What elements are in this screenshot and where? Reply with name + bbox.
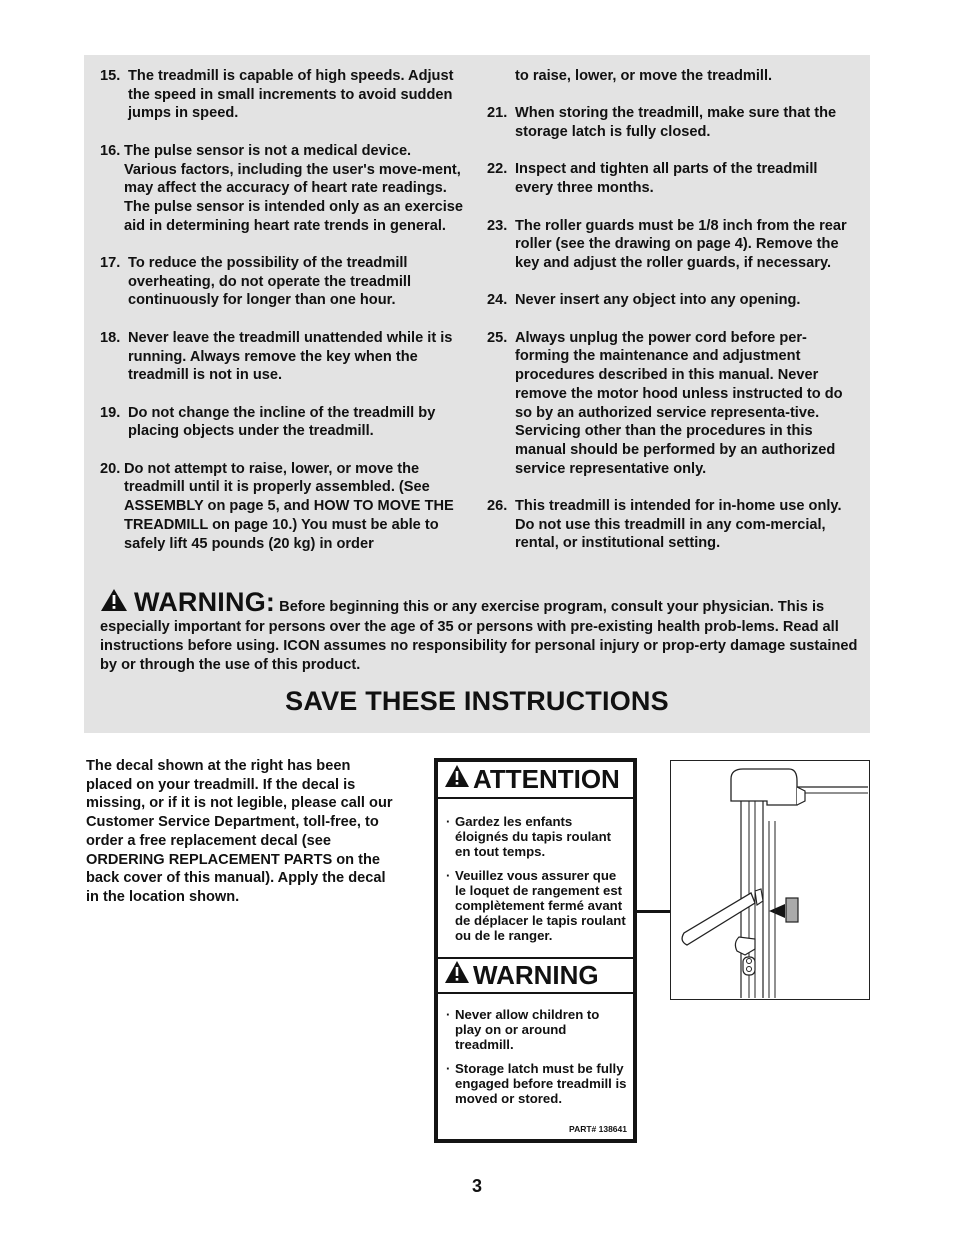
- list-item: · Never allow children to play on or around treadmill.: [446, 1007, 600, 1053]
- item-continuation: to raise, lower, or move the treadmill.: [515, 68, 773, 84]
- warning-statement: [100, 588, 860, 675]
- decal-part-number: PART# 138641: [569, 1124, 627, 1134]
- warning-decal: [434, 758, 637, 1143]
- treadmill-upright-drawing: [670, 760, 870, 1000]
- left-column: [100, 67, 465, 572]
- list-item: 17. To reduce the possibility of the treadmill overheating, do not operate the treadmill continuously for longer than one hour.: [100, 255, 411, 309]
- list-item: 18. Never leave the treadmill unattended while it is running. Always remove the key when the treadmill is not in use.: [100, 329, 453, 384]
- decal-english-list: [446, 1007, 627, 1114]
- list-item: 22. Inspect and tighten all parts of the treadmill every three months.: [487, 161, 818, 197]
- list-item: 15. The treadmill is capable of high speeds. Adjust the speed in small increments to avoid sudden jumps in speed.: [100, 68, 454, 122]
- warning-title: WARNING:: [134, 587, 276, 617]
- decal-warning-header: [438, 957, 633, 994]
- list-item: 23. The roller guards must be 1/8 inch from the rear roller (see the drawing on page 4). Remove the key and adjust the roller guards, if necessary.: [487, 217, 847, 271]
- list-item: 19. Do not change the incline of the treadmill by placing objects under the treadmill.: [100, 404, 436, 440]
- warning-text: Before beginning this or any exercise program, consult your physician. This is especially important for persons over the age of 35 or persons with pre-existing health prob-lems. Read all instructions before using. ICON assumes no responsibility for personal injury or prop-erty damage sustained by or through the use of this product.: [100, 599, 858, 673]
- list-item: 21. When storing the treadmill, make sure that the storage latch is fully closed.: [487, 105, 837, 141]
- warning-triangle-icon: [444, 960, 470, 991]
- list-item: 24. Never insert any object into any opening.: [487, 292, 801, 309]
- list-item: 20. Do not attempt to raise, lower, or move the treadmill until it is properly assembled. (See ASSEMBLY on page 5, and HOW TO MOVE THE TREADMILL on page 10.) You must be able to safely lift 45 pounds (20 kg) in order: [100, 460, 454, 552]
- save-instructions-heading: SAVE THESE INSTRUCTIONS: [285, 686, 669, 716]
- treadmill-illustration: [671, 761, 868, 998]
- decal-description: The decal shown at the right has been placed on your treadmill. If the decal is missing, or if it is not legible, please call our Customer Service Department, toll-free, to order a free replacement decal (see ORDERING REPLACEMENT PARTS on the back cover of this manual). Apply the decal in the location shown.: [86, 758, 393, 905]
- warning-triangle-icon: [100, 588, 128, 618]
- list-item: · Storage latch must be fully engaged before treadmill is moved or stored.: [446, 1060, 627, 1107]
- page-number: 3: [471, 1176, 482, 1196]
- list-item: · Gardez les enfants éloignés du tapis roulant en tout temps.: [446, 814, 612, 860]
- list-item: 16. The pulse sensor is not a medical device. Various factors, including the user's move-ment, may affect the accuracy of heart rate readings. The pulse sensor is intended only as an exercise aid in determining heart rate trends in general.: [100, 142, 464, 234]
- right-column: [487, 67, 857, 572]
- decal-attention-title: ATTENTION: [473, 764, 620, 794]
- list-item: · Veuillez vous assurer que le loquet de rangement est complètement fermé avant de déplacer le tapis roulant ou de le ranger.: [446, 867, 626, 944]
- decal-french-list: [446, 814, 627, 952]
- list-item: 25. Always unplug the power cord before per-forming the maintenance and adjustment procedures described in this manual. Never remove the motor hood unless instructed to do so by an authorized service representa-tive. Servicing other than the procedures in this manual should be performed by an authorized service representative only.: [487, 329, 843, 477]
- warning-triangle-icon: [444, 764, 470, 795]
- list-item: 26. This treadmill is intended for in-home use only. Do not use this treadmill in any com-mercial, rental, or institutional setting.: [487, 498, 842, 552]
- decal-attention-header: [438, 762, 633, 799]
- decal-warning-title: WARNING: [473, 960, 599, 990]
